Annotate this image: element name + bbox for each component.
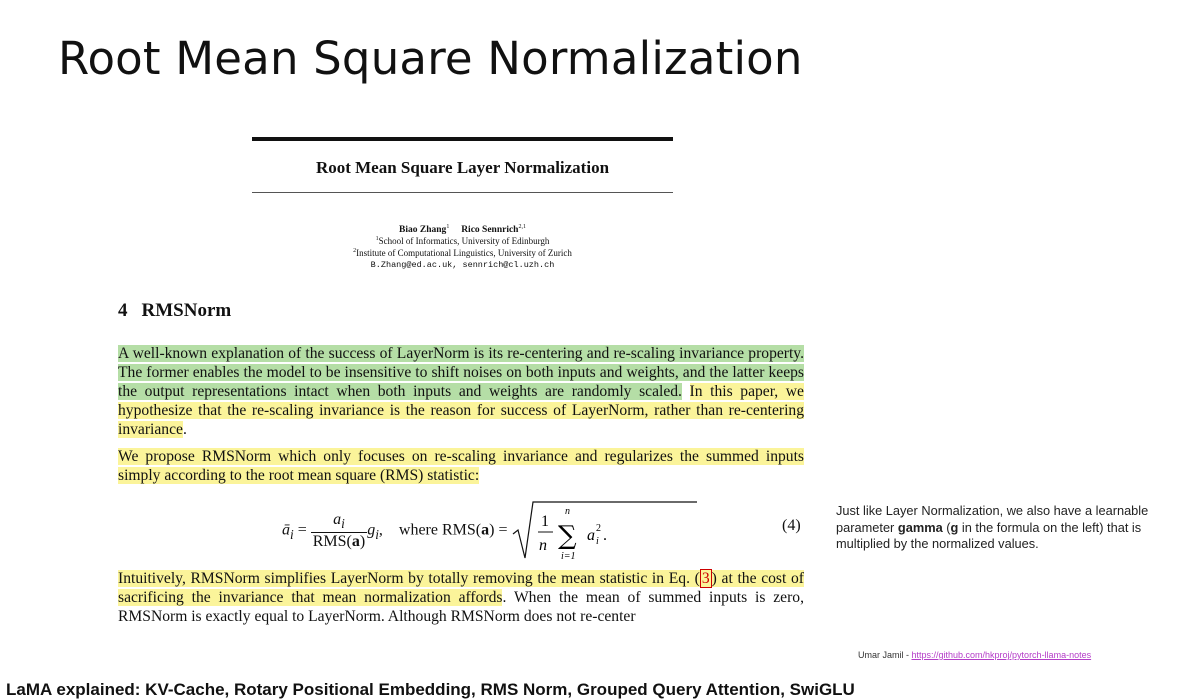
- video-title-caption: LaMA explained: KV-Cache, Rotary Positional Embedding, RMS Norm, Grouped Query Attention, SwiGLU: [6, 680, 855, 699]
- svg-text:∑: ∑: [558, 521, 578, 551]
- svg-text:.: .: [603, 527, 608, 544]
- side-note-text-2: (: [942, 519, 951, 535]
- section-title: RMSNorm: [141, 300, 232, 321]
- paragraph-3-rest: . When the mean of summed inputs is zero, RMSNorm is exactly equal to LayerNorm. Although RMSNorm does not re-center: [118, 589, 804, 625]
- credit-prefix: Umar Jamil -: [858, 650, 912, 660]
- svg-text:2: 2: [596, 523, 602, 534]
- author-1-affil: 1: [446, 224, 450, 230]
- sqrt-sum-expression: [511, 500, 701, 562]
- github-link[interactable]: https://github.com/hkproj/pytorch-llama-notes: [911, 650, 1092, 660]
- paragraph-1-end: .: [182, 421, 187, 438]
- affiliation-2-text: Institute of Computational Linguistics, University of Zurich: [356, 248, 572, 258]
- section-heading: [118, 300, 245, 322]
- side-note-text-1: Just like Layer Normalization, we also have a learnable parameter: [836, 503, 1149, 535]
- section-number: 4: [118, 300, 128, 321]
- highlight-yellow: We propose RMSNorm which only focuses on re-scaling invariance and regularizes the summed inputs simply according to the root mean square (RMS) statistic:: [118, 448, 804, 484]
- paragraph-2: [118, 447, 804, 485]
- paragraph-3: [118, 569, 804, 626]
- title-rule-top: [252, 137, 673, 141]
- side-note-text-3: in the formula on the left) that is multiplied by the normalized values.: [836, 519, 1142, 551]
- paragraph-3-highlight-b: ) at the cost of sacrificing the invariance that mean normalization affords: [118, 570, 805, 606]
- paper-authors: [252, 224, 673, 235]
- paragraph-3-highlight-a: Intuitively, RMSNorm simplifies LayerNorm by totally removing the mean statistic in Eq. (: [118, 570, 700, 587]
- svg-text:i: i: [596, 536, 600, 547]
- highlight-yellow: In this paper, we hypothesize that the re-scaling invariance is the reason for success of LayerNorm, rather than re-centering invariance: [118, 383, 804, 438]
- side-note: [836, 503, 1166, 553]
- rmsnorm-equation: $ā_i$ = $\frac{a_i}{\text{RMS(a)}}$ $g_i$, where RMS(a) = 1 n ∑ n i=1 a i 2 .: [282, 500, 701, 562]
- affiliation-2: [252, 248, 673, 258]
- equation-number: (4): [782, 517, 801, 534]
- affiliation-1-mark: 1: [375, 236, 379, 242]
- author-emails: B.Zhang@ed.ac.uk, sennrich@cl.uzh.ch: [370, 260, 555, 270]
- author-2-affil: 2,1: [518, 224, 526, 230]
- side-note-gamma: gamma: [897, 519, 943, 535]
- affiliation-1-text: School of Informatics, University of Edinburgh: [378, 236, 550, 246]
- svg-text:n: n: [539, 537, 548, 554]
- highlight-green: A well-known explanation of the success of LayerNorm is its re-centering and re-scaling invariance property. The former enables the model to be insensitive to shift noises on both inputs and weights, and the latter keeps the output representations intact when both inputs and weights are randomly scaled.: [118, 345, 804, 400]
- svg-text:1: 1: [541, 513, 550, 530]
- author-2: Rico Sennrich: [461, 225, 519, 236]
- title-rule-bottom: [252, 192, 673, 193]
- credit: [858, 650, 1091, 660]
- affiliation-2-mark: 2: [353, 248, 357, 254]
- paper-title: Root Mean Square Layer Normalization: [315, 158, 610, 177]
- svg-text:i=1: i=1: [561, 551, 576, 562]
- slide-title: Root Mean Square Normalization: [58, 32, 803, 85]
- svg-text:a: a: [587, 527, 596, 544]
- svg-text:n: n: [565, 506, 571, 517]
- paragraph-1: [118, 344, 804, 439]
- author-1: Biao Zhang: [399, 225, 447, 236]
- side-note-g: g: [950, 519, 959, 535]
- affiliation-1: [252, 236, 673, 246]
- equation-reference-link[interactable]: 3: [701, 570, 710, 587]
